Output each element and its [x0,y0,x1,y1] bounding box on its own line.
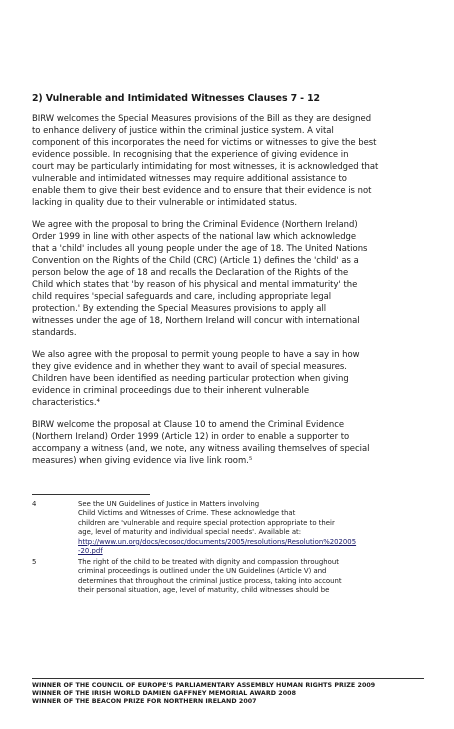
paragraph-line: vulnerable and intimidated witnesses may require additional assistance to [32,172,347,183]
paragraph-line: accompany a witness (and, we note, any witness availing themselves of special [32,442,370,453]
footnote-line: their personal situation, age, level of maturity, child witnesses should be [78,586,330,595]
paragraph-line: component of this incorporates the need for victims or witnesses to give the best [32,136,377,147]
footer-divider [32,678,424,679]
paragraph-line: We agree with the proposal to bring the Criminal Evidence (Northern Ireland) [32,219,358,229]
footnote-link[interactable]: -20.pdf [78,547,103,556]
paragraph-line: witnesses under the age of 18, Northern Ireland will concur with international [32,314,360,325]
footnote-line: See the UN Guidelines of Justice in Matters involving [78,500,260,508]
paragraph-line: standards. [32,326,77,337]
paragraph-young-people-say [32,349,434,409]
paragraph-line: We also agree with the proposal to permit young people to have a say in how [32,349,360,359]
footnote-line: criminal proceedings is outlined under the UN Guidelines (Article V) and [78,567,327,576]
paragraph-line: BIRW welcomes the Special Measures provisions of the Bill as they are designed [32,113,372,123]
paragraph-line: person below the age of 18 and recalls the Declaration of the Rights of the [32,266,349,277]
paragraph-child-definition [32,219,434,339]
paragraph-line: child requires 'special safeguards and care, including appropriate legal [32,290,332,301]
paragraph-line: to enhance delivery of justice within the criminal justice system. A vital [32,124,334,135]
award-line: WINNER OF THE IRISH WORLD DAMIEN GAFFNEY MEMORIAL AWARD 2008 [32,690,297,698]
section-heading: 2) Vulnerable and Intimidated Witnesses Clauses 7 - 12 [32,93,320,104]
footnote-line: Child Victims and Witnesses of Crime. These acknowledge that [78,509,296,518]
paragraph-line: evidence possible. In recognising that the experience of giving evidence in [32,148,349,159]
footnote-number: 5 [32,558,37,566]
awards-footer [32,682,432,707]
award-line: WINNER OF THE COUNCIL OF EUROPE'S PARLIAMENTARY ASSEMBLY HUMAN RIGHTS PRIZE 2009 [32,682,376,689]
paragraph-special-measures [32,113,434,209]
paragraph-line: Child which states that 'by reason of his physical and mental immaturity' the [32,278,358,289]
footnote-separator [32,494,150,495]
footnote-body [78,558,448,596]
footnote-line: determines that throughout the criminal justice process, taking into account [78,576,342,585]
paragraph-line: court may be particularly intimidating for most witnesses, it is acknowledged that [32,160,379,171]
footnote-link[interactable]: http://www.un.org/docs/ecosoc/documents/2005/resolutions/Resolution%202005 [78,537,357,546]
footnote-4 [32,500,442,560]
paragraph-line: Convention on the Rights of the Child (CRC) (Article 1) defines the 'child' as a [32,254,359,265]
paragraph-line: protection.' By extending the Special Measures provisions to apply all [32,302,327,313]
paragraph-line: Order 1999 in line with other aspects of the national law which acknowledge [32,230,357,241]
footnote-line: age, level of maturity and individual special needs'. Available at: [78,528,302,537]
footnote-body [78,500,448,556]
paragraph-line: enable them to give their best evidence and to ensure that their evidence is not [32,184,372,195]
footnote-number: 4 [32,500,37,508]
paragraph-line: that a 'child' includes all young people under the age of 18. The United Nations [32,242,368,253]
paragraph-line: Children have been identified as needing particular protection when giving [32,372,349,383]
footnote-line: children are 'vulnerable and require special protection appropriate to their [78,518,335,527]
paragraph-supporter [32,419,434,467]
paragraph-line: (Northern Ireland) Order 1999 (Article 12) in order to enable a supporter to [32,430,350,441]
paragraph-line: measures) when giving evidence via live link room.⁵ [32,454,253,465]
paragraph-line: evidence in criminal proceedings due to their inherent vulnerable [32,384,310,395]
footnote-line: The right of the child to be treated with dignity and compassion throughout [78,558,339,566]
award-line: WINNER OF THE BEACON PRIZE FOR NORTHERN IRELAND 2007 [32,698,257,706]
paragraph-line: lacking in quality due to their vulnerable or intimidated status. [32,196,298,207]
paragraph-line: they give evidence and in whether they want to avail of special measures. [32,360,347,371]
paragraph-line: BIRW welcome the proposal at Clause 10 to amend the Criminal Evidence [32,419,345,429]
footnote-5 [32,558,442,598]
paragraph-line: characteristics.⁴ [32,396,100,407]
